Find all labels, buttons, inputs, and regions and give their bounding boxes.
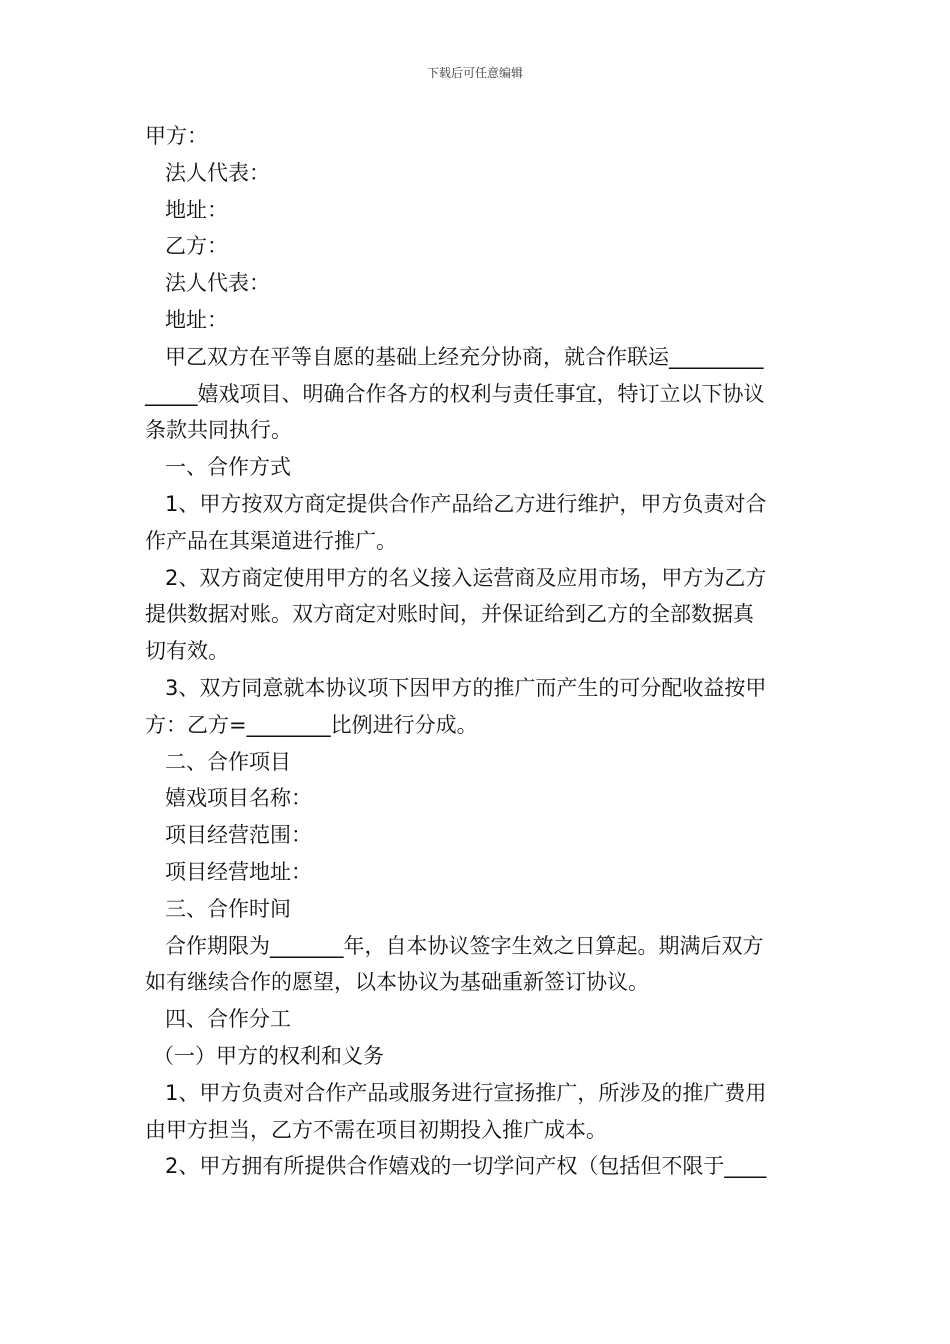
document-line: 如有继续合作的愿望，以本协议为基础重新签订协议。: [145, 970, 649, 995]
document-line: 三、合作时间: [165, 896, 291, 921]
document-line: 由甲方担当，乙方不需在项目初期投入推广成本。: [145, 1117, 607, 1142]
document-line: 一、合作方式: [165, 455, 291, 480]
document-line: 条款共同执行。: [145, 418, 292, 443]
document-line: 合作期限为_______年，自本协议签字生效之日算起。期满后双方: [165, 933, 764, 958]
document-line: 嬉戏项目名称：: [165, 786, 312, 811]
document-line: 3、双方同意就本协议项下因甲方的推广而产生的可分配收益按甲: [165, 675, 767, 700]
page-header: 下载后可任意编辑: [426, 66, 523, 80]
document-line: （一）甲方的权利和义务: [153, 1043, 384, 1068]
document-line: _____嬉戏项目、明确合作各方的权利与责任事宜，特订立以下协议: [145, 381, 765, 406]
document-line: 项目经营地址：: [165, 859, 312, 884]
document-line: 切有效。: [145, 639, 229, 664]
document-body: [145, 118, 810, 1185]
document-line: 地址：: [165, 197, 228, 222]
document-line: 法人代表：: [165, 271, 270, 296]
document-line: 乙方：: [165, 234, 228, 259]
document-line: 甲方：: [145, 124, 208, 148]
document-line: 项目经营范围：: [165, 823, 312, 848]
document-line: 提供数据对账。双方商定对账时间，并保证给到乙方的全部数据真: [145, 602, 754, 627]
document-line: 地址：: [165, 307, 228, 332]
document-line: 二、合作项目: [165, 749, 291, 774]
document-line: 1、甲方负责对合作产品或服务进行宣扬推广，所涉及的推广费用: [165, 1080, 767, 1105]
document-line: 1、甲方按双方商定提供合作产品给乙方进行维护，甲方负责对合: [165, 491, 767, 516]
document-line: 2、甲方拥有所提供合作嬉戏的一切学问产权（包括但不限于____: [165, 1154, 767, 1179]
document-line: 作产品在其渠道进行推广。: [145, 528, 397, 553]
document-line: 方：乙方=________比例进行分成。: [145, 712, 478, 737]
document-line: 2、双方商定使用甲方的名义接入运营商及应用市场，甲方为乙方: [165, 565, 767, 590]
document-line: 四、合作分工: [165, 1007, 291, 1032]
document-line: 甲乙双方在平等自愿的基础上经充分协商，就合作联运_________: [165, 344, 764, 369]
document-line: 法人代表：: [165, 160, 270, 185]
